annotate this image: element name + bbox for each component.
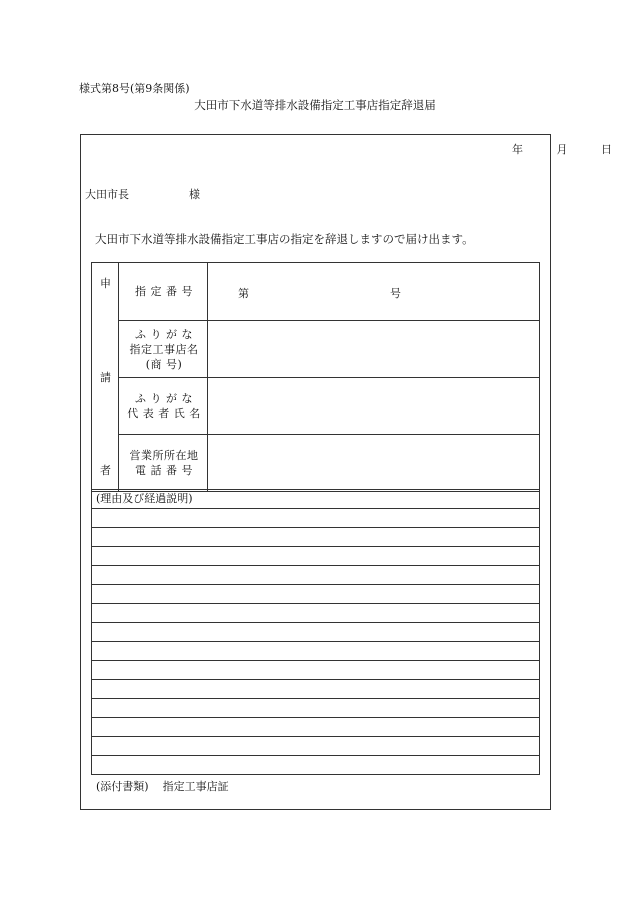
representative-name-label: ふ り が な 代 表 者 氏 名	[119, 378, 208, 435]
addressee-suffix: 様	[189, 188, 200, 201]
attachment-line	[96, 778, 229, 794]
office-address-label: 営業所所在地 電 話 番 号	[119, 435, 208, 492]
reason-table	[91, 489, 540, 775]
office-address-field[interactable]	[208, 435, 540, 492]
form-number: 様式第8号(第9条関係)	[79, 82, 190, 95]
attachment-value: 指定工事店証	[162, 780, 229, 793]
reason-line[interactable]	[92, 528, 540, 547]
addressee-name: 大田市長	[85, 188, 129, 201]
representative-name-field[interactable]	[208, 378, 540, 435]
reason-line[interactable]	[92, 756, 540, 775]
reason-line[interactable]	[92, 718, 540, 737]
shop-name-field[interactable]	[208, 321, 540, 378]
reason-line[interactable]	[92, 547, 540, 566]
date-year-label: 年	[512, 143, 523, 156]
applicant-side-label	[92, 263, 119, 492]
form-title: 大田市下水道等排水設備指定工事店指定辞退届	[194, 98, 436, 112]
reason-line[interactable]	[92, 585, 540, 604]
reason-line[interactable]	[92, 680, 540, 699]
designation-number-label: 指 定 番 号	[119, 263, 208, 321]
shop-name-label: ふ り が な 指定工事店名 (商 号)	[119, 321, 208, 378]
applicant-char: 申	[100, 277, 111, 290]
addressee	[85, 186, 200, 202]
applicant-char: 者	[100, 464, 111, 477]
reason-line[interactable]	[92, 623, 540, 642]
reason-line[interactable]	[92, 737, 540, 756]
attachment-label: (添付書類)	[96, 780, 149, 793]
number-prefix: 第	[238, 287, 249, 300]
date-day-label: 日	[601, 143, 612, 156]
reason-line[interactable]	[92, 566, 540, 585]
date-line	[512, 141, 612, 157]
applicant-table	[91, 262, 540, 492]
reason-line[interactable]	[92, 661, 540, 680]
designation-number-field[interactable]	[208, 263, 540, 321]
applicant-char: 請	[100, 371, 111, 384]
date-month-label: 月	[556, 143, 568, 156]
statement-text: 大田市下水道等排水設備指定工事店の指定を辞退しますので届け出ます。	[95, 232, 474, 246]
reason-line[interactable]	[92, 699, 540, 718]
reason-line[interactable]	[92, 642, 540, 661]
reason-line[interactable]	[92, 604, 540, 623]
reason-header: (理由及び経過説明)	[92, 490, 540, 509]
number-suffix: 号	[390, 287, 401, 300]
reason-line[interactable]	[92, 509, 540, 528]
